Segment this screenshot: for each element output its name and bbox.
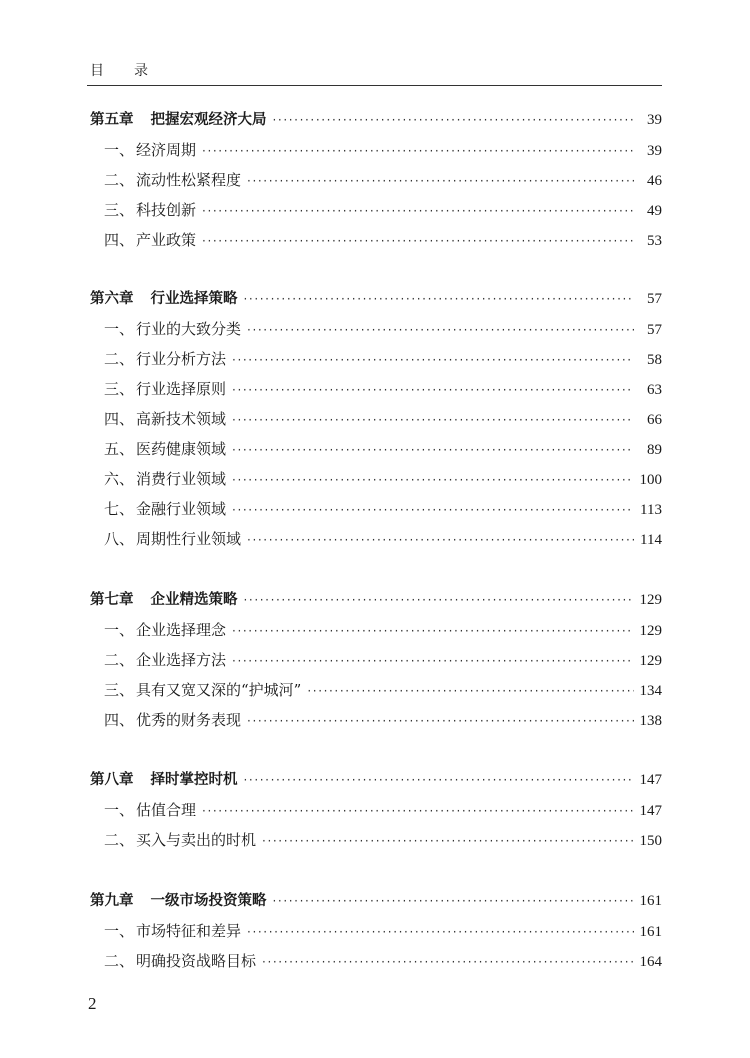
dot-leader [232, 620, 633, 642]
page-reference: 164 [639, 954, 662, 970]
toc-section-row[interactable] [104, 318, 662, 340]
page-reference: 66 [647, 412, 662, 428]
section-number: 一、 [104, 621, 135, 639]
running-header [90, 60, 148, 80]
dot-leader [244, 769, 634, 791]
chapter-number: 第八章 [90, 772, 134, 788]
section-title: 优秀的财务表现 [136, 711, 242, 729]
toc-section-row[interactable] [104, 468, 662, 490]
section-title: 流动性松紧程度 [136, 171, 242, 189]
section-number: 四、 [104, 410, 135, 428]
page-reference: 49 [647, 203, 662, 219]
page-reference: 114 [640, 532, 662, 548]
page-reference: 57 [647, 322, 662, 338]
dot-leader [202, 230, 634, 252]
section-number: 一、 [104, 320, 135, 338]
page-reference: 134 [639, 683, 662, 699]
page-reference: 138 [639, 713, 662, 729]
page-reference: 53 [647, 233, 662, 249]
section-number: 三、 [104, 201, 135, 219]
chapter-title: 一级市场投资策略 [150, 893, 267, 909]
section-title: 具有又宽又深的“护城河” [136, 681, 302, 699]
dot-leader [262, 951, 633, 973]
section-number: 三、 [104, 380, 135, 398]
chapter-title: 择时掌控时机 [150, 772, 238, 788]
toc-chapter-row[interactable] [90, 288, 662, 310]
dot-leader [232, 379, 634, 401]
dot-leader [202, 140, 634, 162]
toc-chapter-row[interactable] [90, 589, 662, 611]
dot-leader [232, 650, 633, 672]
toc-section-row[interactable] [104, 649, 662, 671]
page-reference: 58 [647, 352, 662, 368]
page-reference: 57 [647, 291, 662, 307]
page-number: 2 [88, 994, 97, 1013]
chapter-title: 把握宏观经济大局 [150, 112, 267, 128]
section-title: 科技创新 [136, 201, 197, 219]
chapter-number: 第七章 [90, 592, 134, 608]
page-reference: 39 [647, 143, 662, 159]
section-number: 六、 [104, 470, 135, 488]
toc-section-row[interactable] [104, 169, 662, 191]
section-title: 明确投资战略目标 [136, 952, 257, 970]
page-reference: 129 [639, 653, 662, 669]
section-number: 四、 [104, 231, 135, 249]
toc-section-row[interactable] [104, 619, 662, 641]
running-header-right: 录 [134, 63, 148, 79]
dot-leader [247, 529, 634, 551]
section-title: 医药健康领域 [136, 440, 227, 458]
toc-section-row[interactable] [104, 829, 662, 851]
toc-section-row[interactable] [104, 378, 662, 400]
section-number: 八、 [104, 530, 135, 548]
section-number: 三、 [104, 681, 135, 699]
section-number: 二、 [104, 350, 135, 368]
dot-leader [247, 170, 634, 192]
page-reference: 100 [639, 472, 662, 488]
page-reference: 63 [647, 382, 662, 398]
dot-leader [244, 288, 635, 310]
toc-section-row[interactable] [104, 950, 662, 972]
section-number: 二、 [104, 171, 135, 189]
page-reference: 129 [639, 592, 662, 608]
section-title: 金融行业领域 [136, 500, 227, 518]
page-reference: 161 [639, 893, 662, 909]
page-reference: 150 [639, 833, 662, 849]
page-reference: 46 [647, 173, 662, 189]
section-number: 一、 [104, 141, 135, 159]
dot-leader [232, 499, 634, 521]
toc-section-row[interactable] [104, 679, 662, 701]
section-number: 七、 [104, 500, 135, 518]
section-title: 估值合理 [136, 801, 197, 819]
dot-leader [247, 921, 633, 943]
toc-section-row[interactable] [104, 348, 662, 370]
section-number: 五、 [104, 440, 135, 458]
dot-leader [202, 800, 633, 822]
dot-leader [273, 890, 634, 912]
chapter-number: 第六章 [90, 291, 134, 307]
section-title: 产业政策 [136, 231, 197, 249]
chapter-title: 行业选择策略 [150, 291, 238, 307]
section-title: 行业分析方法 [136, 350, 227, 368]
toc-section-row[interactable] [104, 229, 662, 251]
toc-section-row[interactable] [104, 408, 662, 430]
toc-section-row[interactable] [104, 199, 662, 221]
section-number: 二、 [104, 831, 135, 849]
page-reference: 113 [640, 502, 662, 518]
page-reference: 129 [639, 623, 662, 639]
toc-section-row[interactable] [104, 528, 662, 550]
section-number: 一、 [104, 922, 135, 940]
section-title: 消费行业领域 [136, 470, 227, 488]
dot-leader [307, 680, 633, 702]
section-title: 行业的大致分类 [136, 320, 242, 338]
toc-chapter-row[interactable] [90, 109, 662, 131]
section-number: 二、 [104, 651, 135, 669]
running-header-left: 目 [90, 63, 104, 79]
dot-leader [232, 469, 633, 491]
section-title: 高新技术领域 [136, 410, 227, 428]
section-title: 行业选择原则 [136, 380, 227, 398]
section-title: 周期性行业领域 [136, 530, 242, 548]
toc-section-row[interactable] [104, 438, 662, 460]
dot-leader [273, 109, 635, 131]
chapter-title: 企业精选策略 [150, 592, 238, 608]
page-reference: 161 [639, 924, 662, 940]
toc-section-row[interactable] [104, 498, 662, 520]
section-number: 二、 [104, 952, 135, 970]
dot-leader [244, 589, 634, 611]
toc-chapter-row[interactable] [90, 890, 662, 912]
dot-leader [232, 439, 634, 461]
dot-leader [232, 349, 634, 371]
section-title: 市场特征和差异 [136, 922, 242, 940]
header-rule [87, 85, 662, 86]
dot-leader [202, 200, 634, 222]
toc-section-row[interactable] [104, 920, 662, 942]
toc-section-row[interactable] [104, 139, 662, 161]
dot-leader [247, 319, 634, 341]
section-title: 买入与卖出的时机 [136, 831, 257, 849]
chapter-number: 第五章 [90, 112, 134, 128]
page-reference: 147 [639, 803, 662, 819]
toc-section-row[interactable] [104, 709, 662, 731]
dot-leader [262, 830, 633, 852]
page-reference: 89 [647, 442, 662, 458]
page-reference: 147 [639, 772, 662, 788]
section-number: 四、 [104, 711, 135, 729]
section-number: 一、 [104, 801, 135, 819]
section-title: 经济周期 [136, 141, 197, 159]
toc-chapter-row[interactable] [90, 769, 662, 791]
dot-leader [232, 409, 634, 431]
chapter-number: 第九章 [90, 893, 134, 909]
section-title: 企业选择方法 [136, 651, 227, 669]
toc-section-row[interactable] [104, 799, 662, 821]
dot-leader [247, 710, 633, 732]
section-title: 企业选择理念 [136, 621, 227, 639]
page-reference: 39 [647, 112, 662, 128]
